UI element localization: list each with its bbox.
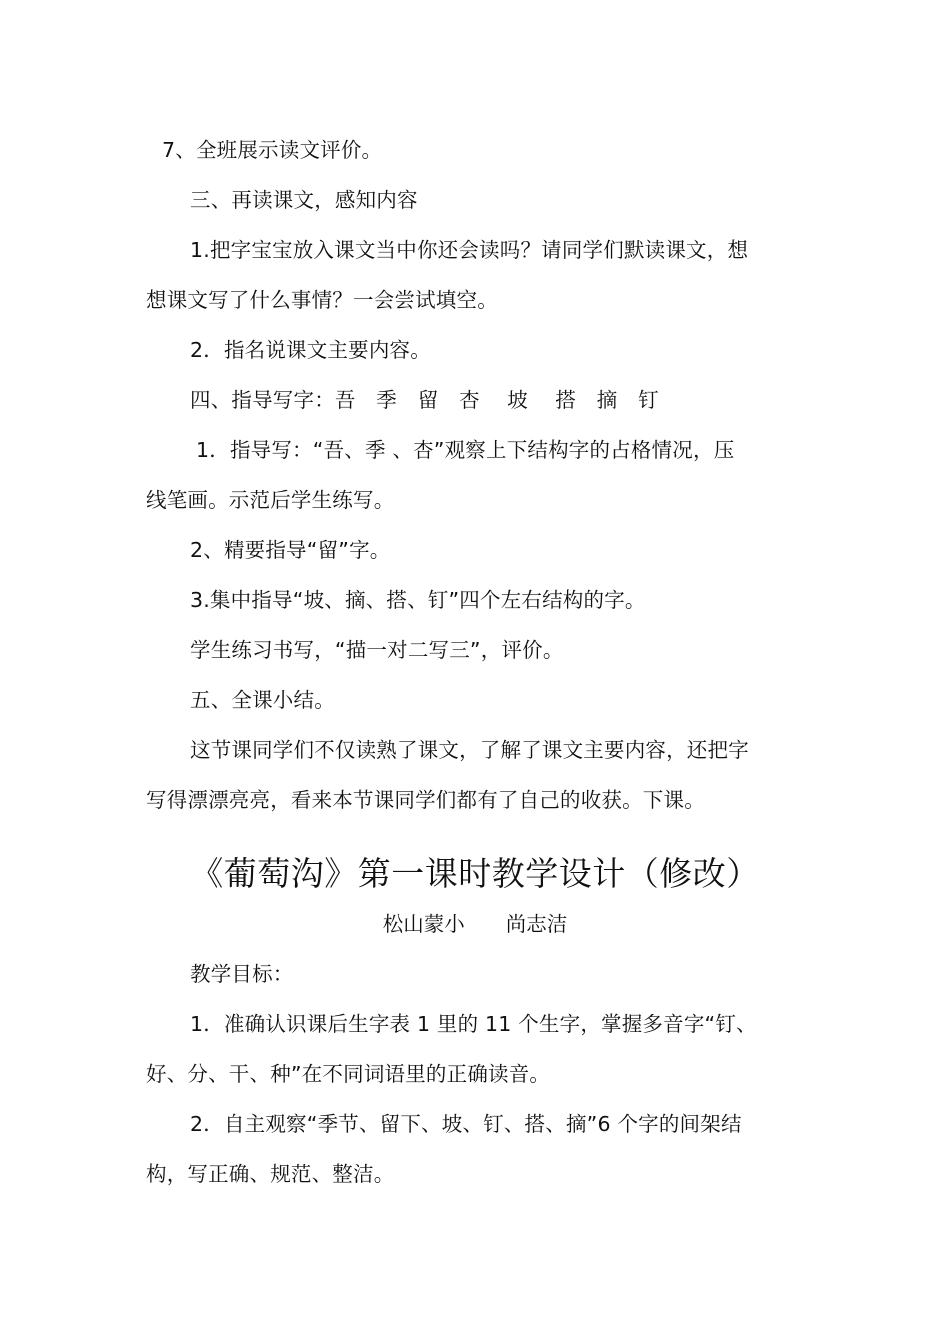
author-line: 松山蒙小 尚志洁: [382, 912, 568, 936]
section-heading-4: 四、指导写字：吾 季 留 杏 坡 搭 摘 钉: [190, 388, 659, 412]
paragraph-1-line-2: 想课文写了什么事情？一会尝试填空。: [146, 288, 498, 312]
goal-2-line-1: 2．自主观察“季节、留下、坡、钉、搭、摘”6 个字的间架结: [190, 1112, 742, 1136]
guide-1-line-2: 线笔画。示范后学生练写。: [146, 488, 395, 512]
guide-3: 3.集中指导“坡、摘、搭、钉”四个左右结构的字。: [190, 588, 646, 612]
practice-line: 学生练习书写，“描一对二写三”，评价。: [190, 638, 564, 662]
goal-2-line-2: 构，写正确、规范、整洁。: [146, 1162, 395, 1186]
summary-line-1: 这节课同学们不仅读熟了课文，了解了课文主要内容，还把字: [190, 738, 749, 762]
goals-heading: 教学目标：: [190, 962, 294, 986]
summary-line-2: 写得漂漂亮亮，看来本节课同学们都有了自己的收获。下课。: [146, 788, 705, 812]
section-heading-3: 三、再读课文，感知内容: [190, 188, 418, 212]
guide-2: 2、精要指导“留”字。: [190, 538, 391, 562]
paragraph-1-line-1: 1.把字宝宝放入课文当中你还会读吗？请同学们默读课文，想: [190, 238, 749, 262]
document-title: 《葡萄沟》第一课时教学设计（修改）: [190, 854, 760, 893]
section-heading-5: 五、全课小结。: [190, 688, 335, 712]
goal-1-line-2: 好、分、干、种”在不同词语里的正确读音。: [146, 1062, 551, 1086]
list-item-7: 7、全班展示读文评价。: [162, 138, 383, 162]
paragraph-2: 2．指名说课文主要内容。: [190, 338, 431, 362]
guide-1-line-1: 1．指导写：“吾、季 、杏”观察上下结构字的占格情况，压: [196, 438, 735, 462]
goal-1-line-1: 1．准确认识课后生字表 1 里的 11 个生字，掌握多音字“钉、: [190, 1012, 757, 1036]
